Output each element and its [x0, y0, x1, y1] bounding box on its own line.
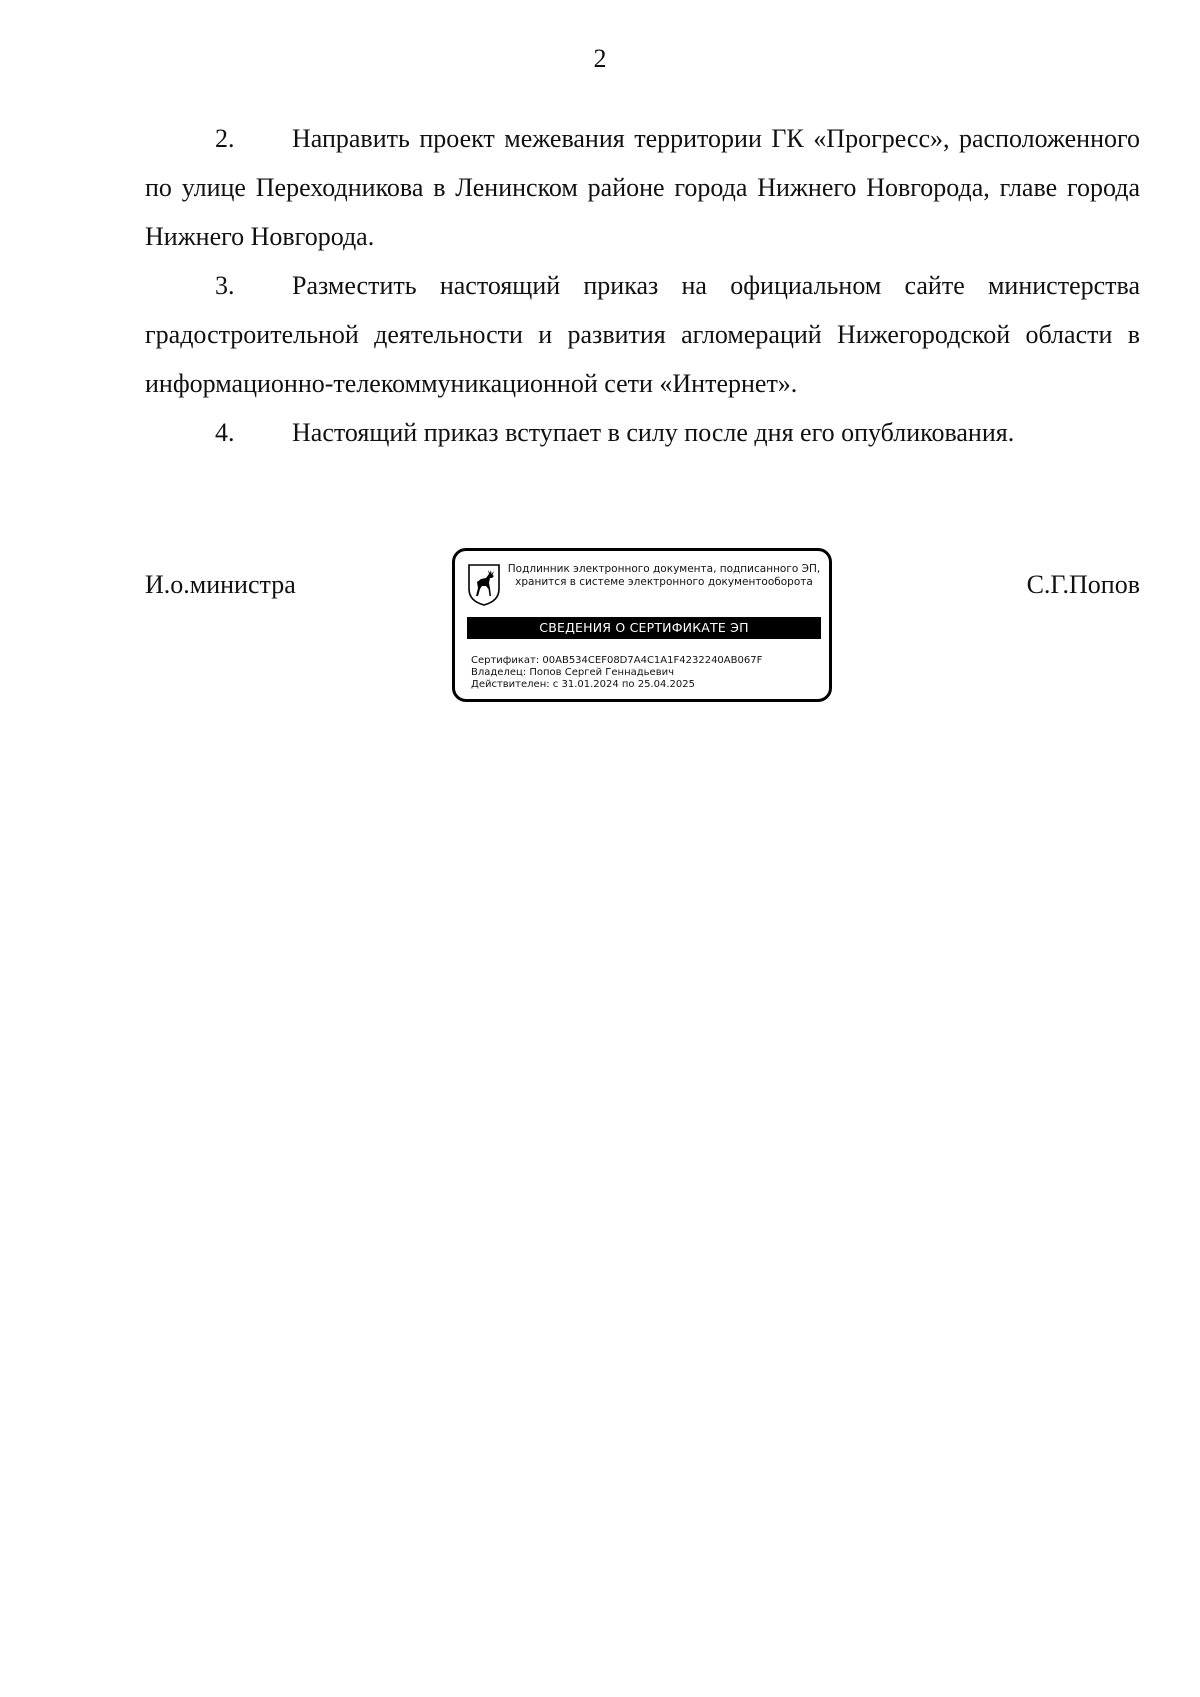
paragraph-item: [145, 408, 1140, 457]
stamp-banner: СВЕДЕНИЯ О СЕРТИФИКАТЕ ЭП: [467, 617, 821, 639]
paragraph-text: Направить проект межевания территории ГК «Прогресс», расположенного по улице Переходникова в Ленинском районе города Нижнего Новгорода, главе города Нижнего Новгорода.: [145, 124, 1140, 251]
document-body: [145, 114, 1140, 457]
signature-block: [145, 548, 1140, 708]
paragraph-item: [145, 114, 1140, 261]
signer-position: И.о.министра: [145, 570, 296, 599]
certificate-validity: Действителен: с 31.01.2024 по 25.04.2025: [471, 679, 695, 690]
electronic-signature-stamp: [452, 548, 832, 702]
signer-name: С.Г.Попов: [1026, 570, 1140, 599]
stamp-header-line: Подлинник электронного документа, подписанного ЭП,: [507, 563, 821, 575]
certificate-number: Сертификат: 00AB534CEF08D7A4C1A1F4232240AB067F: [471, 655, 763, 666]
paragraph-number: 3.: [215, 271, 235, 300]
certificate-details: [471, 655, 821, 691]
stamp-header-line: хранится в системе электронного документооборота: [515, 576, 813, 588]
paragraph-text: Настоящий приказ вступает в силу после дня его опубликования.: [292, 418, 1015, 447]
page-number: 2: [593, 44, 607, 73]
stamp-header: [505, 563, 823, 589]
nizhny-novgorod-deer-emblem-icon: [467, 563, 501, 607]
paragraph-number: 2.: [215, 124, 235, 153]
certificate-owner: Владелец: Попов Сергей Геннадьевич: [471, 667, 674, 678]
paragraph-number: 4.: [215, 418, 235, 447]
paragraph-text: Разместить настоящий приказ на официальном сайте министерства градостроительной деятельности и развития агломераций Нижегородской области в информационно-телекоммуникационной сети «Интернет».: [145, 271, 1140, 398]
paragraph-item: [145, 261, 1140, 408]
